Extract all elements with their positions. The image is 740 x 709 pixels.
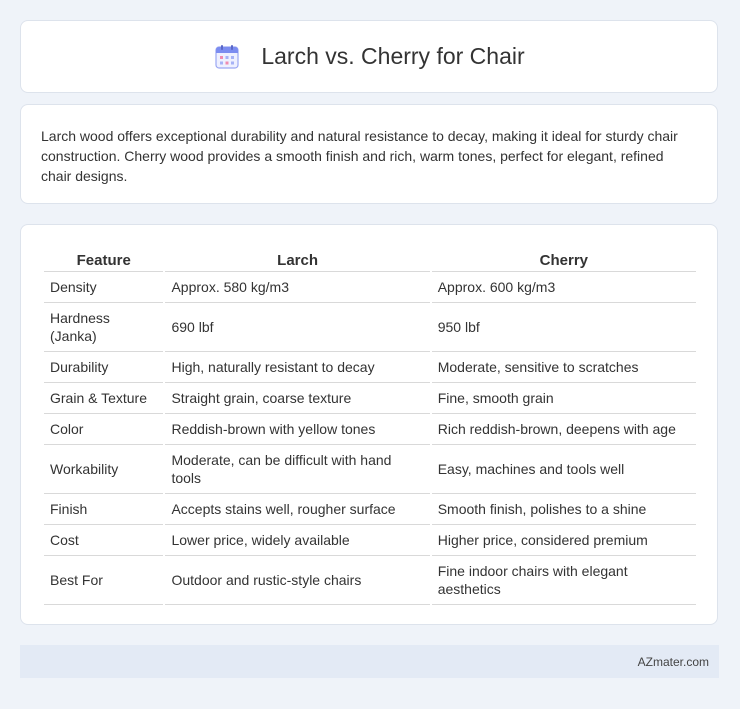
larch-cell: Moderate, can be difficult with hand tools [165, 445, 429, 494]
comparison-table [42, 245, 698, 605]
feature-cell: Color [44, 414, 163, 445]
table-row [44, 525, 696, 556]
cherry-cell: Fine, smooth grain [432, 383, 696, 414]
table-row [44, 414, 696, 445]
table-header-row [44, 245, 696, 272]
larch-cell: Accepts stains well, rougher surface [165, 494, 429, 525]
larch-cell: 690 lbf [165, 303, 429, 352]
feature-cell: Best For [44, 556, 163, 605]
table-row [44, 445, 696, 494]
cherry-cell: Rich reddish-brown, deepens with age [432, 414, 696, 445]
table-row [44, 556, 696, 605]
feature-cell: Workability [44, 445, 163, 494]
feature-cell: Finish [44, 494, 163, 525]
header-larch: Larch [165, 245, 429, 272]
intro-card [20, 104, 718, 204]
feature-cell: Cost [44, 525, 163, 556]
feature-cell: Density [44, 272, 163, 303]
table-row [44, 272, 696, 303]
cherry-cell: 950 lbf [432, 303, 696, 352]
larch-cell: Outdoor and rustic-style chairs [165, 556, 429, 605]
cherry-cell: Higher price, considered premium [432, 525, 696, 556]
intro-paragraph: Larch wood offers exceptional durability and natural resistance to decay, making it ideal for sturdy chair construction. Cherry wood provides a smooth finish and rich, warm tones, perfect for elegant, refined chair designs. [41, 128, 678, 184]
table-row [44, 303, 696, 352]
page-title: Larch vs. Cherry for Chair [261, 43, 525, 69]
header-cherry: Cherry [432, 245, 696, 272]
cherry-cell: Smooth finish, polishes to a shine [432, 494, 696, 525]
footer-bar [20, 645, 719, 678]
comparison-card [20, 224, 718, 625]
cherry-cell: Easy, machines and tools well [432, 445, 696, 494]
larch-cell: Straight grain, coarse texture [165, 383, 429, 414]
cherry-cell: Fine indoor chairs with elegant aesthetics [432, 556, 696, 605]
title-card [20, 20, 718, 93]
feature-cell: Hardness (Janka) [44, 303, 163, 352]
feature-cell: Durability [44, 352, 163, 383]
larch-cell: Reddish-brown with yellow tones [165, 414, 429, 445]
larch-cell: Approx. 580 kg/m3 [165, 272, 429, 303]
cherry-cell: Moderate, sensitive to scratches [432, 352, 696, 383]
footer-source-link[interactable]: AZmater.com [637, 654, 709, 669]
table-row [44, 494, 696, 525]
cherry-cell: Approx. 600 kg/m3 [432, 272, 696, 303]
table-row [44, 352, 696, 383]
calendar-icon [213, 43, 241, 71]
header-feature: Feature [44, 245, 163, 272]
table-row [44, 383, 696, 414]
larch-cell: High, naturally resistant to decay [165, 352, 429, 383]
feature-cell: Grain & Texture [44, 383, 163, 414]
larch-cell: Lower price, widely available [165, 525, 429, 556]
